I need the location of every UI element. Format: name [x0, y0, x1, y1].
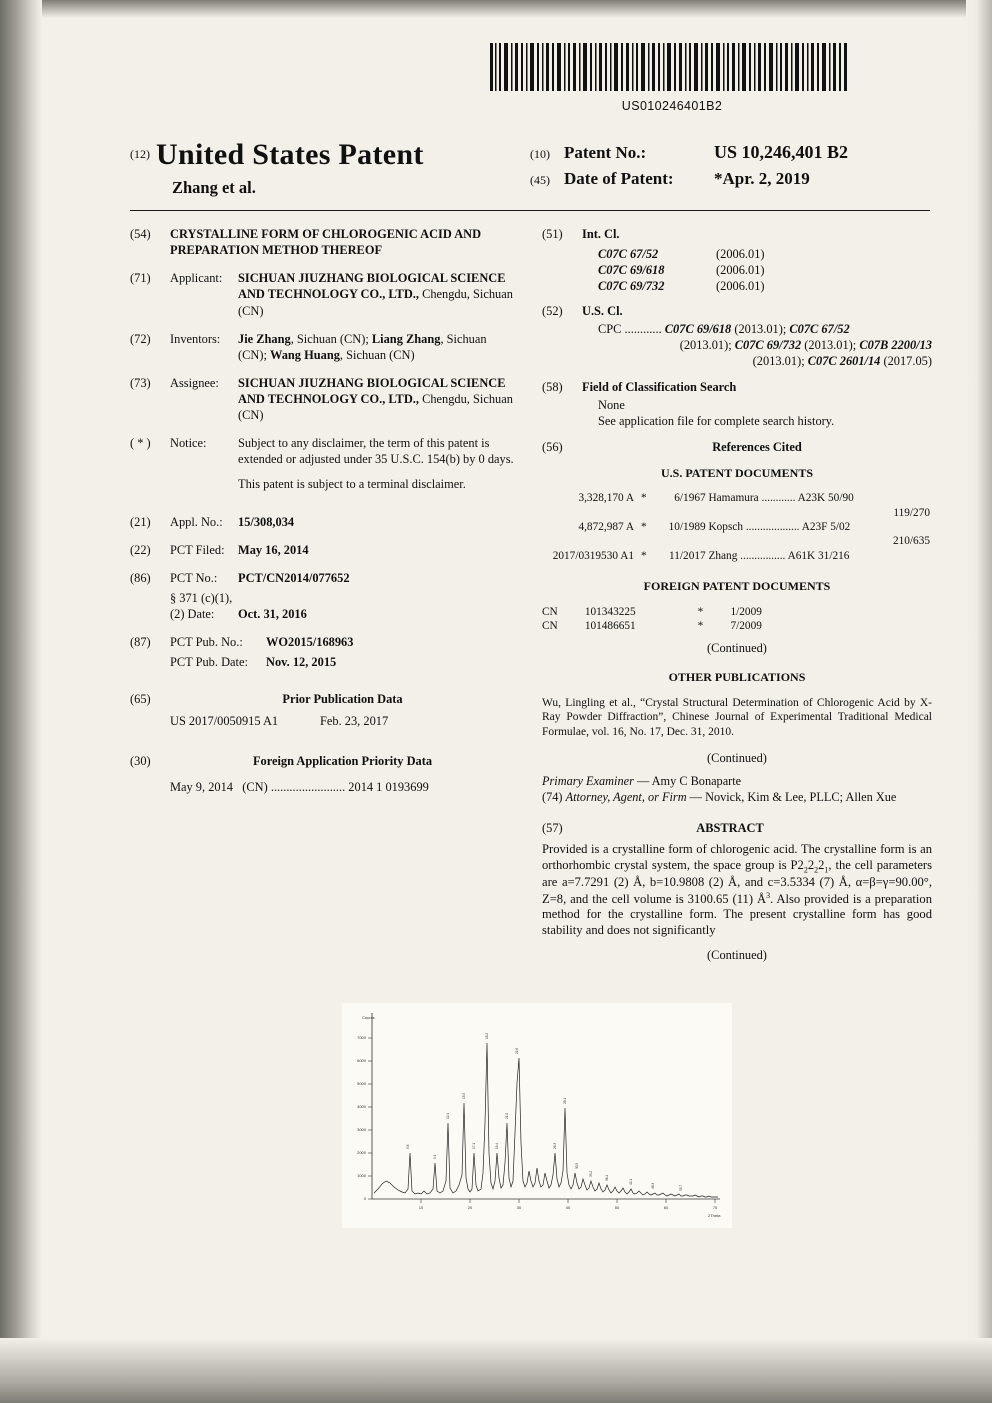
attorney-label: Attorney, Agent, or Firm: [565, 789, 687, 804]
continued-3: (Continued): [707, 947, 767, 962]
reference-row: [544, 549, 932, 563]
field-pct-pub-no: [130, 634, 515, 650]
abstract-part-f: . Also provided is a preparation method for the crystalline form. The present crystalline form has good stability and does not significantly: [542, 891, 933, 937]
foreign-patent-documents-list: [542, 605, 932, 634]
sec371-date-value: Oct. 31, 2016: [238, 607, 307, 622]
svg-text:5000: 5000: [357, 1081, 366, 1086]
svg-text:Counts: Counts: [362, 1015, 375, 1020]
title-left: [130, 138, 530, 198]
date-of-patent-label: Date of Patent:: [564, 169, 674, 188]
cpc-date-5: (2017.05): [880, 353, 932, 368]
int-cl-code: C07C 69/618: [598, 263, 665, 278]
inventor-2-name: Liang Zhang: [371, 331, 441, 346]
field-appl-no: [130, 514, 515, 530]
ref-class: A61K 31/216: [787, 549, 850, 562]
ref-name: Kopsch: [708, 521, 743, 533]
pct-no-value: PCT/CN2014/077652: [238, 570, 350, 585]
field-title: [130, 226, 515, 258]
abstract-sub-2: 2: [814, 865, 819, 875]
field-inventors: [130, 331, 515, 363]
appl-no-value: 15/308,034: [238, 514, 295, 529]
pct-pub-date-label: PCT Pub. Date:: [170, 655, 248, 670]
code-72: (72): [130, 331, 151, 346]
primary-examiner-label: Primary Examiner: [542, 773, 634, 788]
pct-pub-label: PCT Pub. No.:: [170, 635, 243, 650]
applicant-name: SICHUAN JIUZHANG BIOLOGICAL SCIENCE AND TECHNOLOGY CO., LTD.,: [238, 271, 506, 302]
cpc-date-4: (2013.01);: [752, 353, 808, 368]
foreign-priority-row: [170, 779, 515, 795]
svg-text:12.4: 12.4: [446, 1112, 450, 1119]
field-of-search-label: Field of Classification Search: [582, 380, 737, 394]
inventor-3-loc: , Sichuan (CN): [339, 347, 415, 362]
inventor-line: Zhang et al.: [172, 178, 256, 197]
code-51: (51): [542, 227, 563, 241]
spacer-pct-pub-date: [130, 654, 170, 670]
notice-paragraph-2: This patent is subject to a terminal disclaimer.: [238, 476, 466, 491]
inventor-2-loc: , Sichuan (CN);: [238, 331, 487, 362]
foreign-priority-dots: ........................: [267, 779, 349, 794]
field-notice: [130, 435, 515, 491]
abstract-heading-row: [542, 820, 932, 836]
svg-text:5.8: 5.8: [406, 1144, 410, 1149]
ref-star: *: [641, 521, 647, 533]
sec371-date-label: (2) Date:: [170, 607, 215, 622]
int-cl-code: C07C 67/52: [598, 247, 659, 262]
primary-examiner-name: Amy C Bonaparte: [651, 773, 742, 788]
ref-dots: ................: [737, 549, 788, 562]
code-57: (57): [542, 820, 563, 835]
code-30: (30): [130, 753, 151, 768]
inventor-1-name: Jie Zhang: [238, 331, 291, 346]
fref-number: 101486651: [584, 620, 636, 633]
fref-star: *: [697, 620, 704, 633]
ref-number: 2017/0319530 A1: [552, 549, 634, 562]
code-58: (58): [542, 380, 563, 394]
assignee-location: Chengdu, Sichuan (CN): [238, 392, 513, 423]
pct-pub-date-value: Nov. 12, 2015: [266, 655, 337, 670]
applicant-value: [238, 270, 515, 318]
svg-text:7000: 7000: [357, 1035, 366, 1040]
assignee-value: [238, 375, 515, 423]
ref-date: 6/1967: [674, 492, 706, 505]
foreign-priority-country: (CN): [242, 779, 268, 794]
svg-text:48.3: 48.3: [651, 1182, 655, 1189]
field-of-search-none: None: [598, 398, 625, 413]
fref-date: 1/2009: [730, 605, 762, 618]
assignee-name: SICHUAN JIUZHANG BIOLOGICAL SCIENCE AND TECHNOLOGY CO., LTD.,: [238, 375, 506, 406]
int-cl-row: [598, 262, 932, 278]
paper-edge-top: [0, 0, 992, 18]
field-applicant: [130, 270, 515, 318]
int-cl-row: [598, 278, 932, 294]
svg-text:28.1: 28.1: [563, 1097, 567, 1104]
svg-text:40: 40: [565, 1205, 571, 1210]
field-prior-pub-value: [130, 713, 515, 729]
svg-text:21.0: 21.0: [505, 1112, 509, 1119]
ref-star: *: [641, 549, 647, 562]
cpc-date-1: (2013.01);: [731, 321, 790, 336]
ref-star: *: [641, 492, 647, 505]
abstract-text: Provided is a crystalline form of chlorogenic acid. The crystalline form is an orthorhombic crystal system, the space group is $P2_22_22_1$, the cell parameters are a=7.7291 (2) Å, b=10.9808 (2) Å, and c=3.5334 (7) Å, α=β=γ=90.00°, Z=8, and the cell volume is 3100.65 (11) $Å^3$. Also provided is a preparation method for the crystalline form. The present crystalline form has good stability and does not significantly: [542, 841, 933, 937]
barcode-image: [488, 43, 856, 91]
title-right: [530, 142, 930, 195]
ref-subclass: 119/270: [893, 506, 930, 519]
other-publication-entry: Wu, Lingling et al., “Crystal Structural Determination of Chlorogenic Acid by X-Ray Powder Diffraction”, Chinese Journal of Experimental Traditional Medical Formulae, vol. 16, No. 17, Dec. 31, 2010.: [542, 696, 932, 739]
attorney-name: Novick, Kim & Lee, PLLC; Allen Xue: [705, 789, 897, 804]
notice-paragraph-1: Subject to any disclaimer, the term of this patent is extended or adjusted under 35 U.S.C. 154(b) by 0 days.: [238, 436, 514, 467]
code-86: (86): [130, 570, 151, 585]
ref-class: A23K 50/90: [797, 492, 854, 505]
fref-country: CN: [542, 620, 558, 633]
date-of-patent-row: [530, 169, 930, 189]
pct-no-label: PCT No.:: [170, 570, 218, 585]
field-of-search-see: See application file for complete search history.: [598, 414, 835, 429]
svg-text:70: 70: [712, 1205, 718, 1210]
field-assignee: [130, 375, 515, 423]
field-371: [130, 590, 515, 622]
code-74: (74): [542, 789, 563, 804]
barcode-block: [482, 43, 862, 113]
svg-text:10: 10: [418, 1205, 424, 1210]
prior-pub-number: US 2017/0050915 A1: [170, 713, 279, 728]
svg-text:2Theta: 2Theta: [708, 1213, 721, 1218]
field-pct-filed: [130, 542, 515, 558]
int-cl-label: Int. Cl.: [582, 227, 620, 241]
svg-text:6000: 6000: [357, 1058, 366, 1063]
cpc-code-4a: C07B 2200/13: [859, 337, 932, 352]
svg-text:0: 0: [363, 1196, 366, 1201]
abstract-part-a: Provided is a crystalline form of chlorogenic acid. The crystalline form is an orthorhombic crystal system, the space group is P2: [542, 841, 932, 872]
assignee-label: Assignee:: [170, 375, 219, 390]
us-patent-documents-heading: U.S. PATENT DOCUMENTS: [660, 465, 814, 480]
svg-text:18.2: 18.2: [485, 1032, 489, 1039]
cpc-date-2: (2013.01);: [679, 337, 735, 352]
code-21: (21): [130, 514, 151, 529]
field-us-cl: [542, 303, 932, 319]
notice-value: [238, 435, 515, 491]
code-73: (73): [130, 375, 151, 390]
svg-text:26.3: 26.3: [553, 1142, 557, 1149]
int-cl-year: (2006.01): [716, 279, 765, 294]
svg-text:17.1: 17.1: [472, 1142, 476, 1149]
barcode-number: US010246401B2: [621, 99, 723, 113]
foreign-priority-date: May 9, 2014: [170, 779, 233, 794]
continued-1: (Continued): [707, 640, 767, 655]
page-title: United States Patent: [156, 138, 424, 171]
patent-number-row: [530, 142, 930, 163]
code-10: (10): [530, 147, 550, 161]
ref-dots: ...................: [743, 521, 802, 533]
cpc-code-2: C07C 67/52: [789, 321, 850, 336]
abstract-part-d: , the cell parameters are a=7.7291 (2) Å, b=10.9808 (2) Å, and c=3.5334 (7) Å, α=β=γ=90.00°, Z=8, and the cell volume is 3100.65 (11) Å: [542, 857, 932, 906]
ref-name: Zhang: [708, 549, 738, 562]
int-cl-year: (2006.01): [716, 263, 765, 278]
foreign-patent-documents-heading: FOREIGN PATENT DOCUMENTS: [643, 579, 831, 594]
figure-xrd-pattern: [342, 1003, 732, 1228]
svg-text:30.5: 30.5: [575, 1162, 579, 1169]
cpc-block: [598, 321, 932, 369]
ref-number: 4,872,987 A: [578, 521, 634, 533]
svg-text:2000: 2000: [357, 1150, 366, 1155]
fref-country: CN: [542, 605, 558, 618]
cpc-code-5: C07C 2601/14: [807, 353, 881, 368]
us-cl-label: U.S. Cl.: [582, 303, 623, 318]
reference-row: [556, 520, 932, 549]
fref-star: *: [697, 605, 704, 618]
prior-publication-heading: Prior Publication Data: [282, 691, 403, 706]
appl-no-label: Appl. No.:: [170, 514, 223, 529]
applicant-label: Applicant:: [170, 271, 223, 286]
code-52: (52): [542, 303, 563, 318]
invention-title: CRYSTALLINE FORM OF CHLOROGENIC ACID AND PREPARATION METHOD THEREOF: [170, 227, 482, 258]
field-field-of-search: [542, 379, 932, 395]
foreign-reference-row: [542, 605, 932, 619]
patent-title-line: [130, 138, 530, 172]
ref-class: A23F 5/02: [801, 521, 851, 533]
references-cited-heading: References Cited: [712, 440, 802, 455]
paper-edge-right: [966, 0, 992, 1403]
left-column: [130, 226, 515, 807]
sec371-label: § 371 (c)(1),: [170, 591, 233, 605]
ref-date: 11/2017: [669, 549, 706, 562]
int-cl-row: [598, 246, 932, 262]
svg-text:15.5: 15.5: [462, 1092, 466, 1099]
examiner-dash: —: [633, 773, 652, 788]
inventors-label: Inventors:: [170, 331, 221, 346]
field-references-cited: [542, 439, 932, 455]
cpc-dots: ............: [621, 321, 665, 336]
svg-text:36.4: 36.4: [605, 1174, 609, 1181]
prior-pub-row: [170, 713, 515, 729]
kind-code-12: (12): [130, 147, 150, 161]
field-int-cl: [542, 226, 932, 242]
abstract-sub-3: 1: [824, 865, 829, 875]
field-foreign-heading: [130, 753, 515, 769]
abstract-sup: 3: [766, 890, 771, 900]
code-71: (71): [130, 271, 151, 286]
field-pct-no: [130, 570, 515, 586]
code-87: (87): [130, 635, 151, 650]
ref-date: 10/1989: [668, 521, 706, 533]
svg-text:19.4: 19.4: [495, 1142, 499, 1149]
svg-text:42.1: 42.1: [629, 1178, 633, 1185]
spacer-foreign: [130, 779, 170, 795]
inventors-value: [238, 331, 515, 363]
svg-text:60: 60: [663, 1205, 669, 1210]
primary-examiner-row: [542, 774, 932, 790]
applicant-location: Chengdu, Sichuan (CN): [238, 287, 513, 318]
svg-text:20: 20: [467, 1205, 473, 1210]
code-54: (54): [130, 227, 151, 241]
us-patent-documents-list: [552, 491, 932, 563]
ref-dots: ............: [758, 492, 798, 505]
code-56: (56): [542, 440, 563, 455]
ref-number: 3,328,170 A: [578, 492, 634, 505]
attorney-row: [542, 790, 932, 806]
continued-2: (Continued): [707, 750, 767, 765]
cpc-code-1: C07C 69/618: [664, 321, 732, 336]
paper-edge-left: [0, 0, 42, 1403]
reference-row: [556, 491, 932, 520]
xrd-diffractogram: [342, 1003, 732, 1228]
fref-date: 7/2009: [730, 620, 762, 633]
foreign-priority-number: 2014 1 0193699: [348, 779, 429, 794]
spacer-prior-pub: [130, 713, 170, 729]
svg-text:50: 50: [614, 1205, 620, 1210]
date-of-patent-value: *Apr. 2, 2019: [714, 169, 810, 188]
svg-text:4000: 4000: [357, 1104, 366, 1109]
sec371-block: [170, 590, 515, 622]
field-of-search-body: [598, 397, 932, 429]
svg-text:30: 30: [516, 1205, 522, 1210]
code-65: (65): [130, 691, 151, 706]
right-column: [542, 226, 932, 969]
foreign-priority-heading: Foreign Application Priority Data: [252, 753, 433, 768]
ref-subclass: 210/635: [892, 535, 930, 548]
cpc-date-3: (2013.01);: [801, 337, 860, 352]
abstract-sub-1: 2: [803, 865, 808, 875]
attorney-dash: —: [686, 789, 706, 804]
spacer-371: [130, 590, 170, 622]
field-foreign-value: [130, 779, 515, 795]
other-publications-heading: OTHER PUBLICATIONS: [668, 669, 806, 684]
patent-no-label: Patent No.:: [564, 143, 647, 162]
fref-number: 101343225: [584, 605, 636, 618]
field-pct-pub-date: [130, 654, 515, 670]
patent-no-value: US 10,246,401 B2: [714, 142, 849, 162]
abstract-heading: ABSTRACT: [696, 820, 764, 835]
pct-pub-value: WO2015/168963: [266, 635, 354, 650]
int-cl-code: C07C 69/732: [598, 279, 665, 294]
svg-text:1000: 1000: [357, 1173, 366, 1178]
code-22: (22): [130, 542, 151, 557]
paper-edge-bottom: [0, 1338, 992, 1403]
cpc-label: CPC: [598, 321, 622, 336]
code-45: (45): [530, 173, 550, 187]
prior-pub-date: Feb. 23, 2017: [320, 713, 389, 728]
svg-text:3000: 3000: [357, 1127, 366, 1132]
svg-text:22.6: 22.6: [515, 1047, 519, 1054]
int-cl-rows: [598, 246, 932, 294]
foreign-reference-row: [542, 619, 932, 633]
inventor-3-name: Wang Huang: [270, 347, 340, 362]
header-divider: [130, 210, 930, 211]
notice-label: Notice:: [170, 436, 207, 451]
field-prior-pub-heading: [130, 691, 515, 707]
inventor-1-loc: , Sichuan (CN);: [290, 331, 372, 346]
svg-text:55.7: 55.7: [679, 1184, 683, 1191]
ref-name: Hamamura: [708, 492, 759, 505]
cpc-code-3: C07C 69/732: [734, 337, 802, 352]
pct-filed-label: PCT Filed:: [170, 542, 225, 557]
svg-text:33.2: 33.2: [589, 1170, 593, 1177]
page-sheet: [42, 18, 966, 1338]
svg-text:9.1: 9.1: [433, 1154, 437, 1159]
int-cl-year: (2006.01): [716, 247, 765, 262]
pct-filed-value: May 16, 2014: [238, 542, 309, 557]
code-asterisk: ( * ): [130, 436, 151, 451]
